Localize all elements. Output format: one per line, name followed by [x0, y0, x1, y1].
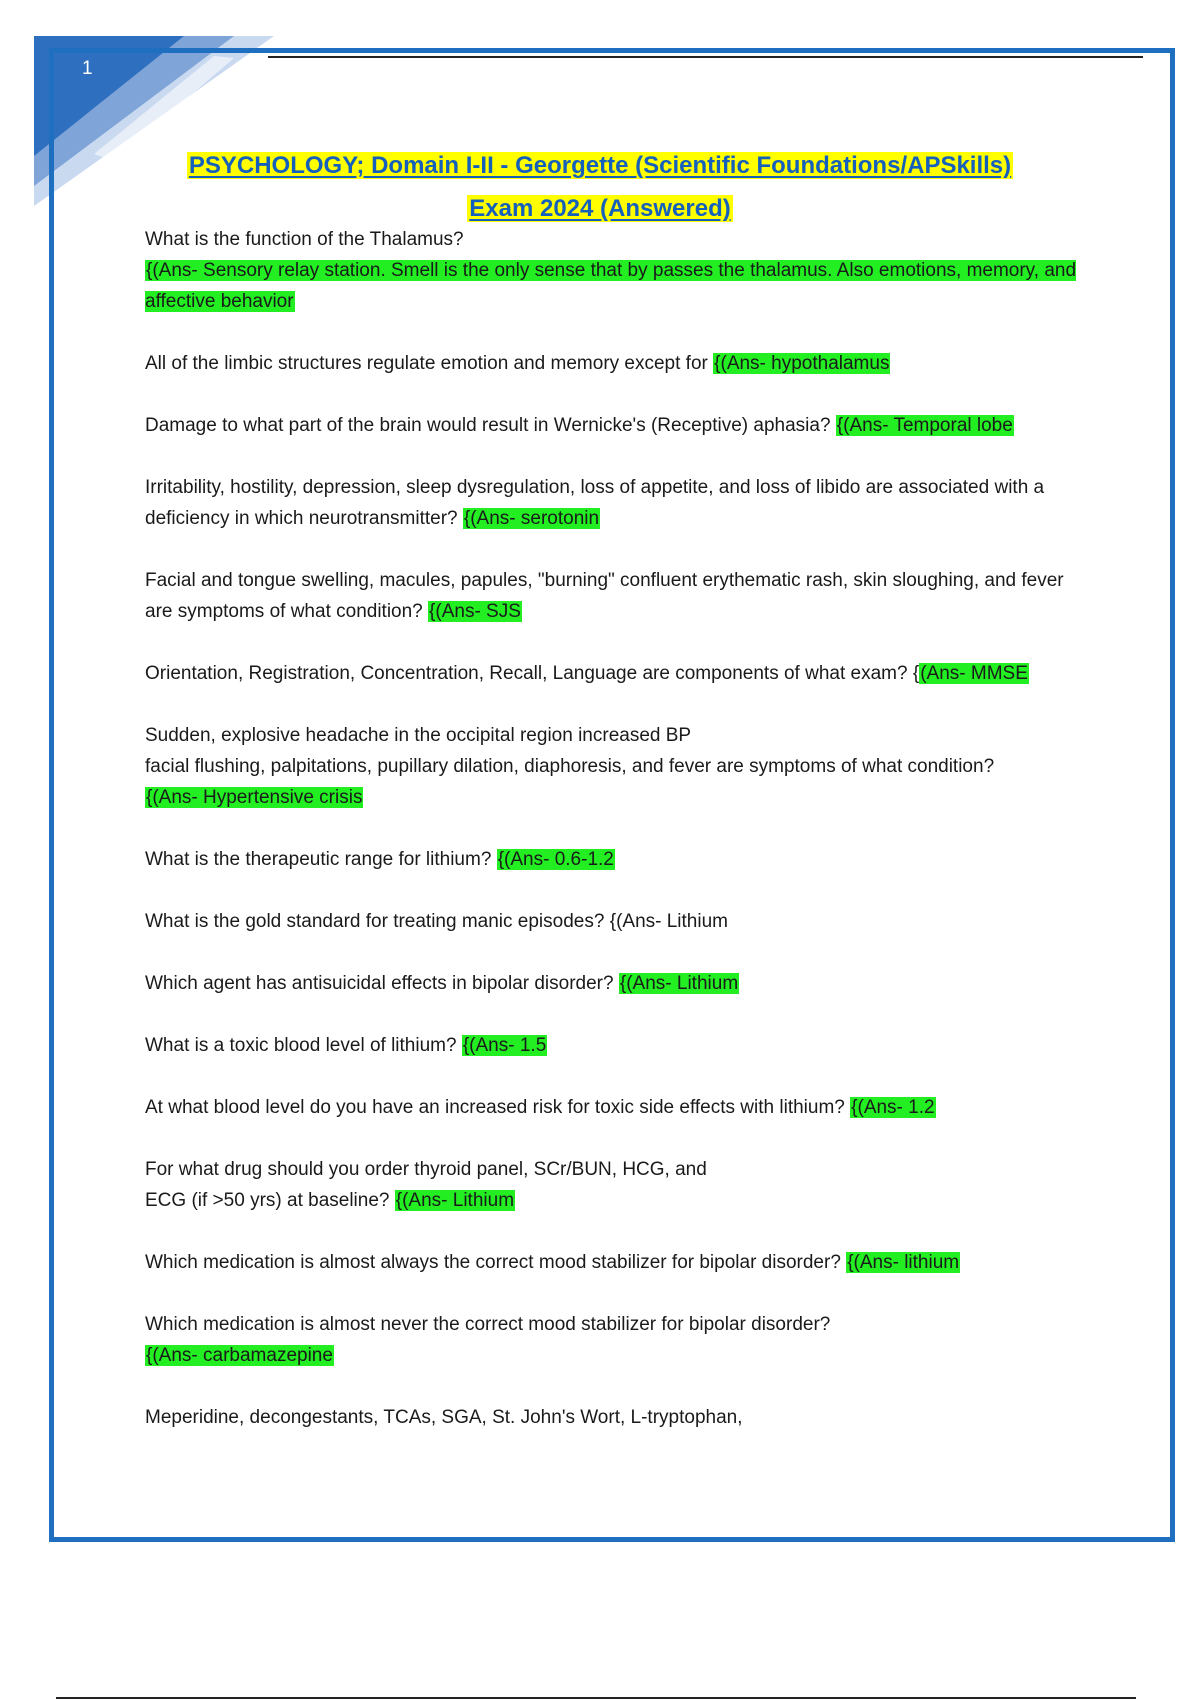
question-text-continued: facial flushing, palpitations, pupillary dilation, diaphoresis, and fever are symptoms of what condition? [145, 756, 995, 777]
question-text: At what blood level do you have an increased risk for toxic side effects with lithium? [145, 1097, 845, 1118]
answer-text: {(Ans- 0.6-1.2 [497, 849, 614, 870]
question-text: Sudden, explosive headache in the occipital region increased BP [145, 725, 692, 746]
question-text: Meperidine, decongestants, TCAs, SGA, St. John's Wort, L-tryptophan, [145, 1407, 743, 1428]
question-text: What is a toxic blood level of lithium? [145, 1035, 457, 1056]
qa-item [145, 1247, 1095, 1278]
answer-text: {(Ans- Temporal lobe [836, 415, 1013, 436]
answer-text: {(Ans- Lithium [619, 973, 739, 994]
qa-item [145, 1030, 1095, 1061]
answer-text: {(Ans- SJS [429, 601, 521, 622]
qa-item [145, 565, 1095, 627]
page-number: 1 [82, 58, 93, 79]
qa-item [145, 968, 1095, 999]
question-text: Damage to what part of the brain would result in Wernicke's (Receptive) aphasia? [145, 415, 831, 436]
qa-item [145, 1402, 1095, 1433]
answer-text: {(Ans- Lithium [395, 1190, 515, 1211]
qa-item [145, 1309, 1095, 1371]
question-text: Which medication is almost always the correct mood stabilizer for bipolar disorder? [145, 1252, 841, 1273]
qa-item [145, 348, 1095, 379]
qa-item [145, 1092, 1095, 1123]
answer-text: (Ans- MMSE [920, 663, 1028, 684]
qa-item [145, 472, 1095, 534]
question-text: Which medication is almost never the correct mood stabilizer for bipolar disorder? [145, 1314, 831, 1335]
question-text: All of the limbic structures regulate emotion and memory except for [145, 353, 708, 374]
qa-item [145, 1154, 1095, 1216]
question-text: Facial and tongue swelling, macules, papules, "burning" confluent erythematic rash, skin sloughing, and fever are symptoms of what condition? [145, 570, 1064, 622]
question-text: For what drug should you order thyroid panel, SCr/BUN, HCG, and [145, 1159, 707, 1180]
qa-item [145, 410, 1095, 441]
question-text: What is the function of the Thalamus? [145, 229, 464, 250]
qa-item [145, 906, 1095, 937]
answer-text: {(Ans- Lithium [609, 911, 728, 932]
title-line-1: PSYCHOLOGY; Domain I-II - Georgette (Scientific Foundations/APSkills) [188, 152, 1012, 179]
title-line-2: Exam 2024 (Answered) [469, 195, 731, 222]
answer-text: {(Ans- hypothalamus [714, 353, 890, 374]
answer-text: {(Ans- 1.5 [462, 1035, 547, 1056]
question-text: What is the therapeutic range for lithium? [145, 849, 492, 870]
qa-item [145, 720, 1095, 813]
answer-text: {(Ans- serotonin [463, 508, 600, 529]
qa-list [145, 224, 1095, 1464]
question-text: Which agent has antisuicidal effects in bipolar disorder? [145, 973, 614, 994]
question-text: Irritability, hostility, depression, sleep dysregulation, loss of appetite, and loss of libido are associated with a deficiency in which neurotransmitter? [145, 477, 1045, 529]
question-text: What is the gold standard for treating manic episodes? [145, 911, 605, 932]
document-title [0, 144, 1200, 230]
footer-rule [56, 1697, 1136, 1699]
answer-text: {(Ans- lithium [847, 1252, 960, 1273]
qa-item [145, 844, 1095, 875]
qa-item [145, 224, 1095, 317]
answer-text: {(Ans- carbamazepine [146, 1345, 333, 1366]
qa-item [145, 658, 1095, 689]
answer-text: {(Ans- 1.2 [851, 1097, 935, 1118]
answer-text: {(Ans- Sensory relay station. Smell is the only sense that by passes the thalamus. Also emotions, memory, and affective behavior [145, 260, 1077, 312]
question-text-continued: ECG (if >50 yrs) at baseline? [145, 1190, 390, 1211]
question-text: Orientation, Registration, Concentration, Recall, Language are components of what exam? { [145, 663, 920, 684]
answer-text: {(Ans- Hypertensive crisis [146, 787, 363, 808]
